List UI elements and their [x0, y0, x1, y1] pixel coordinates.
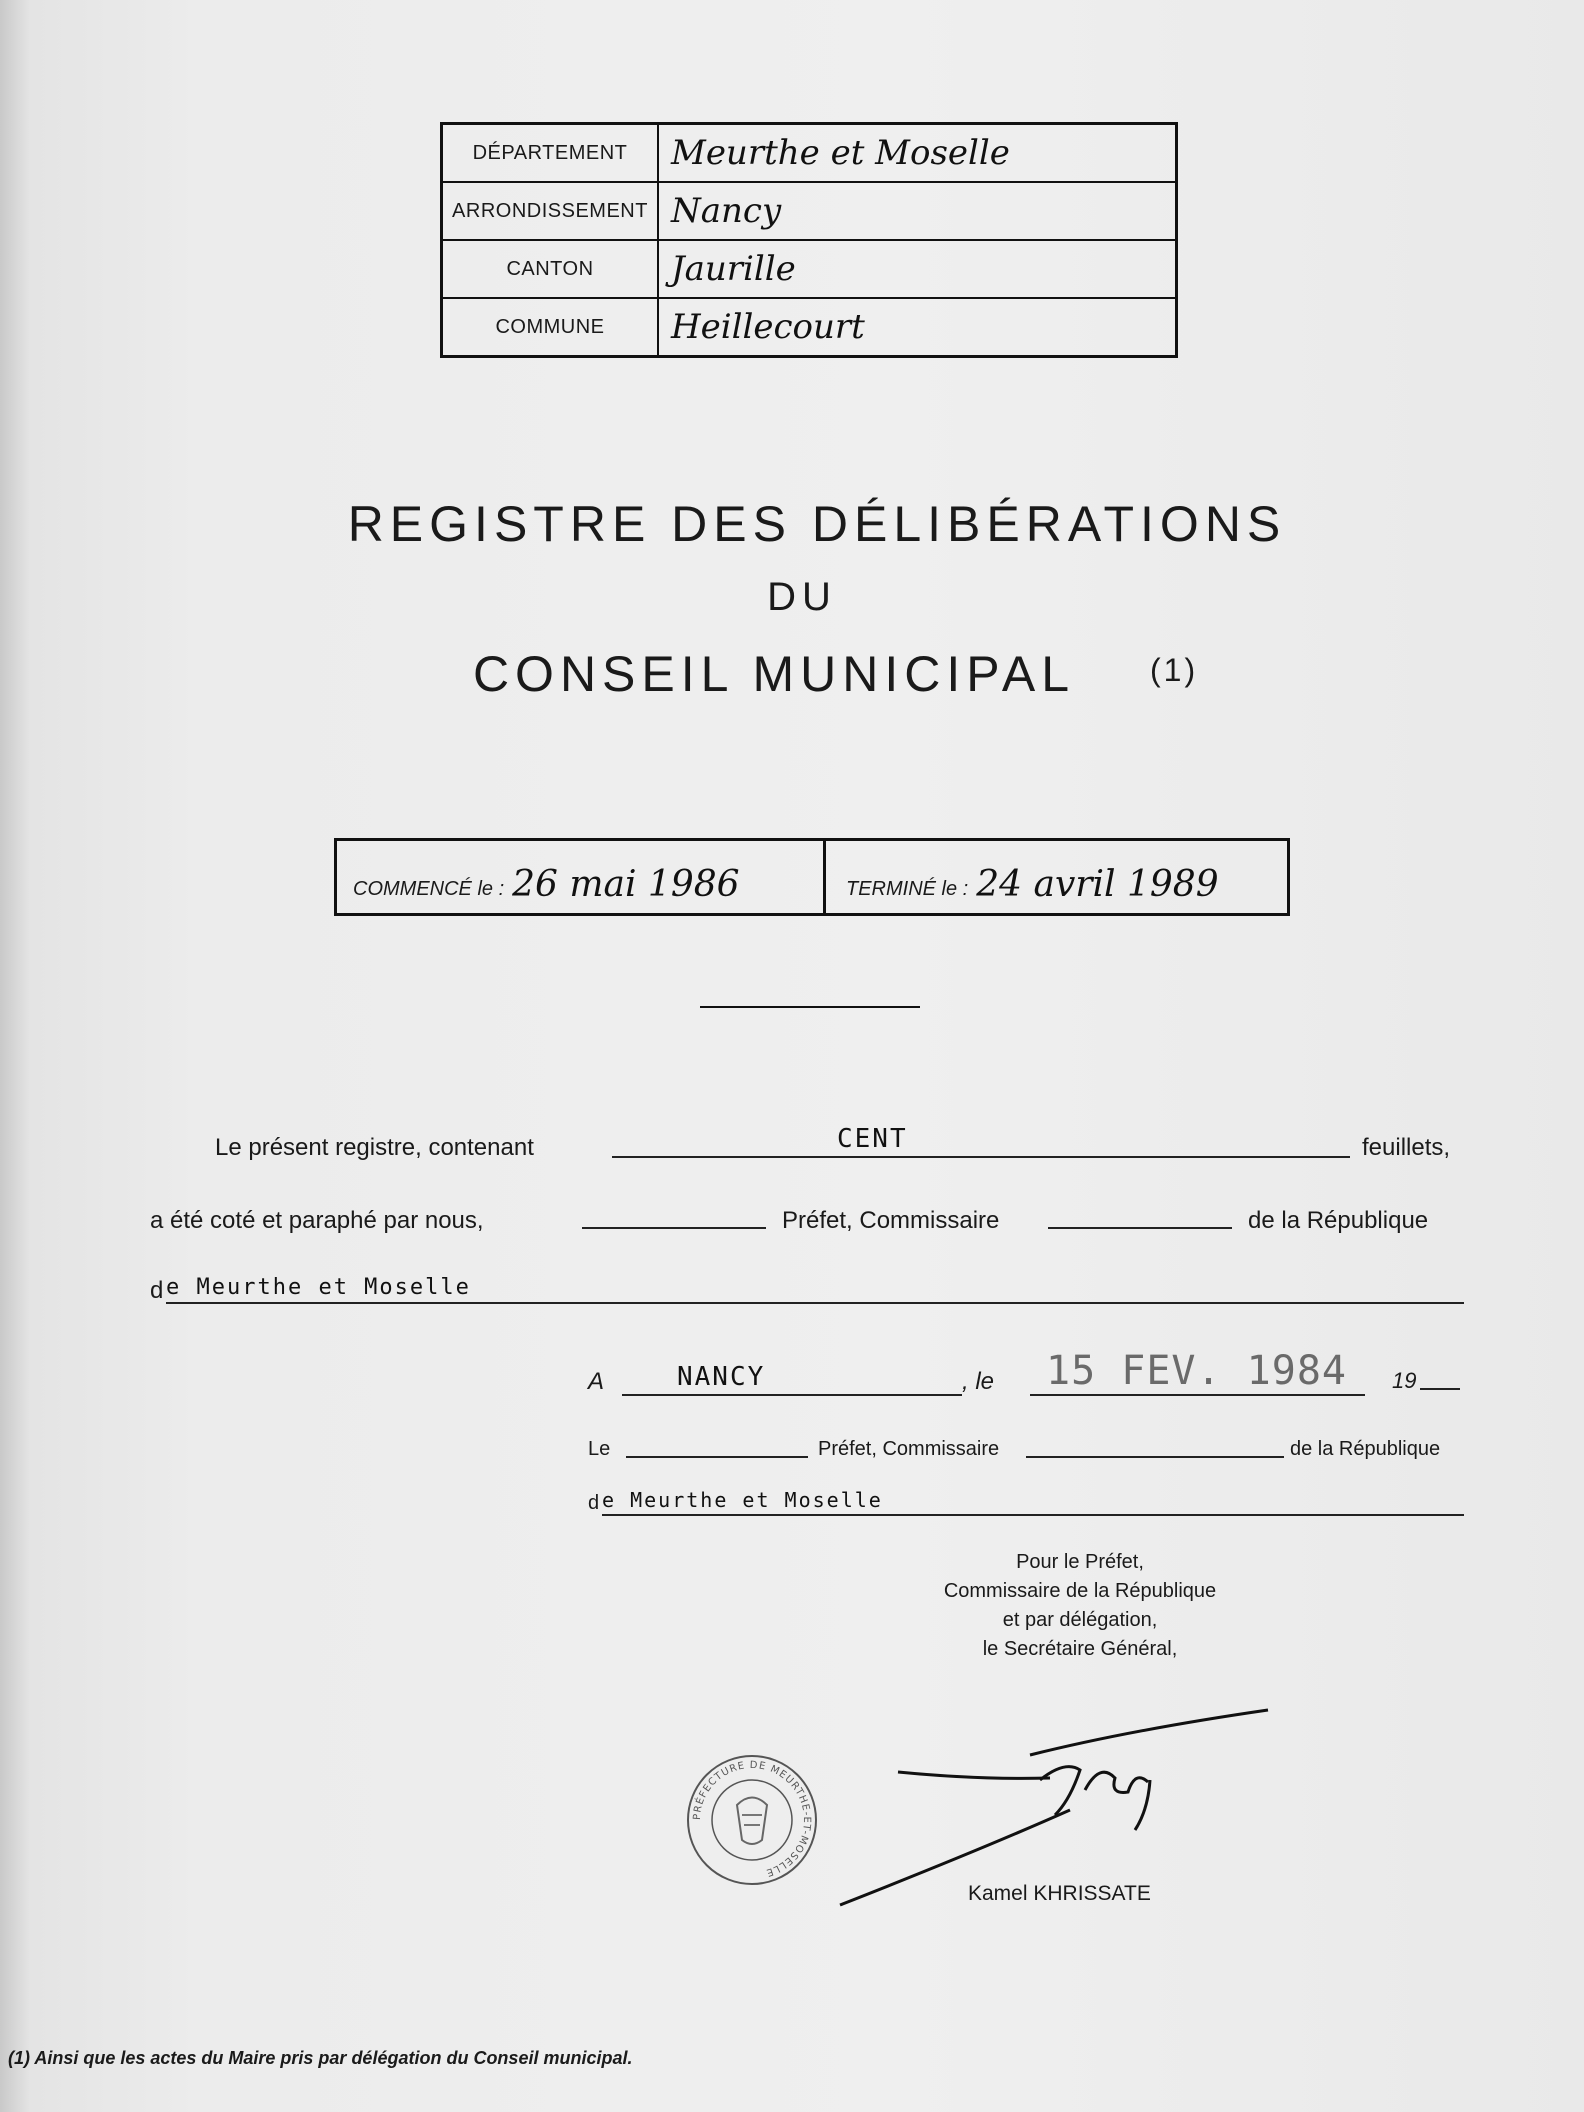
body-line5-text-a: Le	[588, 1438, 611, 1460]
place-prefix: A	[588, 1368, 605, 1395]
year-field	[1420, 1364, 1460, 1390]
departement-value: e Meurthe et Moselle	[166, 1275, 471, 1300]
blank-field	[582, 1203, 766, 1229]
admin-label: COMMUNE	[442, 298, 659, 357]
admin-row	[442, 124, 1177, 183]
termine-cell	[826, 841, 1287, 913]
departement-value-2: e Meurthe et Moselle	[602, 1488, 883, 1512]
commence-label: COMMENCÉ le :	[353, 878, 505, 900]
termine-value: 24 avril 1989	[976, 864, 1219, 905]
admin-label: DÉPARTEMENT	[442, 124, 659, 183]
body-line2-text-b: Préfet, Commissaire	[782, 1207, 1000, 1234]
signature-block	[870, 1548, 1290, 1664]
termine-label: TERMINÉ le :	[846, 878, 969, 900]
departement-field-2	[602, 1486, 1464, 1516]
admin-value-arrondissement: Nancy	[658, 182, 1177, 240]
body-line5-text-c: de la République	[1290, 1438, 1441, 1460]
admin-info-table	[440, 122, 1178, 358]
place-field	[622, 1364, 962, 1396]
date-prefix: , le	[962, 1368, 995, 1395]
admin-row	[442, 240, 1177, 298]
admin-label: ARRONDISSEMENT	[442, 182, 659, 240]
feuillets-count-value: CENT	[837, 1124, 908, 1154]
handwritten-signature	[830, 1700, 1290, 1910]
document-title-line3: CONSEIL MUNICIPAL	[472, 646, 1076, 702]
departement-field	[166, 1272, 1464, 1304]
date-stamp: 15 FEV. 1984	[1046, 1348, 1347, 1394]
body-line6-prefix: d	[588, 1492, 600, 1514]
body-line3-prefix: d	[150, 1277, 164, 1304]
document-title-line1: REGISTRE DES DÉLIBÉRATIONS	[347, 496, 1287, 552]
signature-line2: Commissaire de la République	[943, 1580, 1217, 1602]
body-line2-text-c: de la République	[1248, 1207, 1429, 1234]
body-line2-text-a: a été coté et paraphé par nous,	[150, 1207, 484, 1234]
commence-value: 26 mai 1986	[512, 864, 740, 905]
signature-line3: et par délégation,	[1002, 1609, 1158, 1631]
year-prefix: 19	[1392, 1368, 1417, 1393]
blank-field	[1026, 1434, 1284, 1458]
date-field	[1030, 1348, 1365, 1396]
body-line1-prefix: Le présent registre, contenant	[215, 1134, 534, 1161]
separator-line	[700, 1006, 920, 1008]
signature-line1: Pour le Préfet,	[1016, 1551, 1144, 1573]
admin-label: CANTON	[442, 240, 659, 298]
dates-box	[334, 838, 1290, 916]
signature-line4: le Secrétaire Général,	[982, 1638, 1178, 1660]
blank-field	[626, 1434, 808, 1458]
place-value: NANCY	[677, 1362, 766, 1392]
commence-cell	[337, 841, 826, 913]
seal-text: PRÉFECTURE DE MEURTHE-ET-MOSELLE	[691, 1759, 813, 1879]
body-line1-suffix: feuillets,	[1362, 1134, 1451, 1161]
admin-value-canton: Jaurille	[658, 240, 1177, 298]
prefecture-seal-icon	[682, 1750, 822, 1890]
admin-row	[442, 182, 1177, 240]
admin-value-commune: Heillecourt	[658, 298, 1177, 357]
title-footnote-marker: (1)	[1150, 652, 1199, 688]
body-line5-text-b: Préfet, Commissaire	[818, 1438, 1000, 1460]
admin-row	[442, 298, 1177, 357]
feuillets-count-field	[612, 1124, 1350, 1158]
blank-field	[1048, 1203, 1232, 1229]
document-title-line2: DU	[767, 575, 837, 619]
admin-value-departement: Meurthe et Moselle	[658, 124, 1177, 183]
signer-name: Kamel KHRISSATE	[968, 1882, 1151, 1905]
footnote: (1) Ainsi que les actes du Maire pris par délégation du Conseil municipal.	[8, 2048, 633, 2068]
